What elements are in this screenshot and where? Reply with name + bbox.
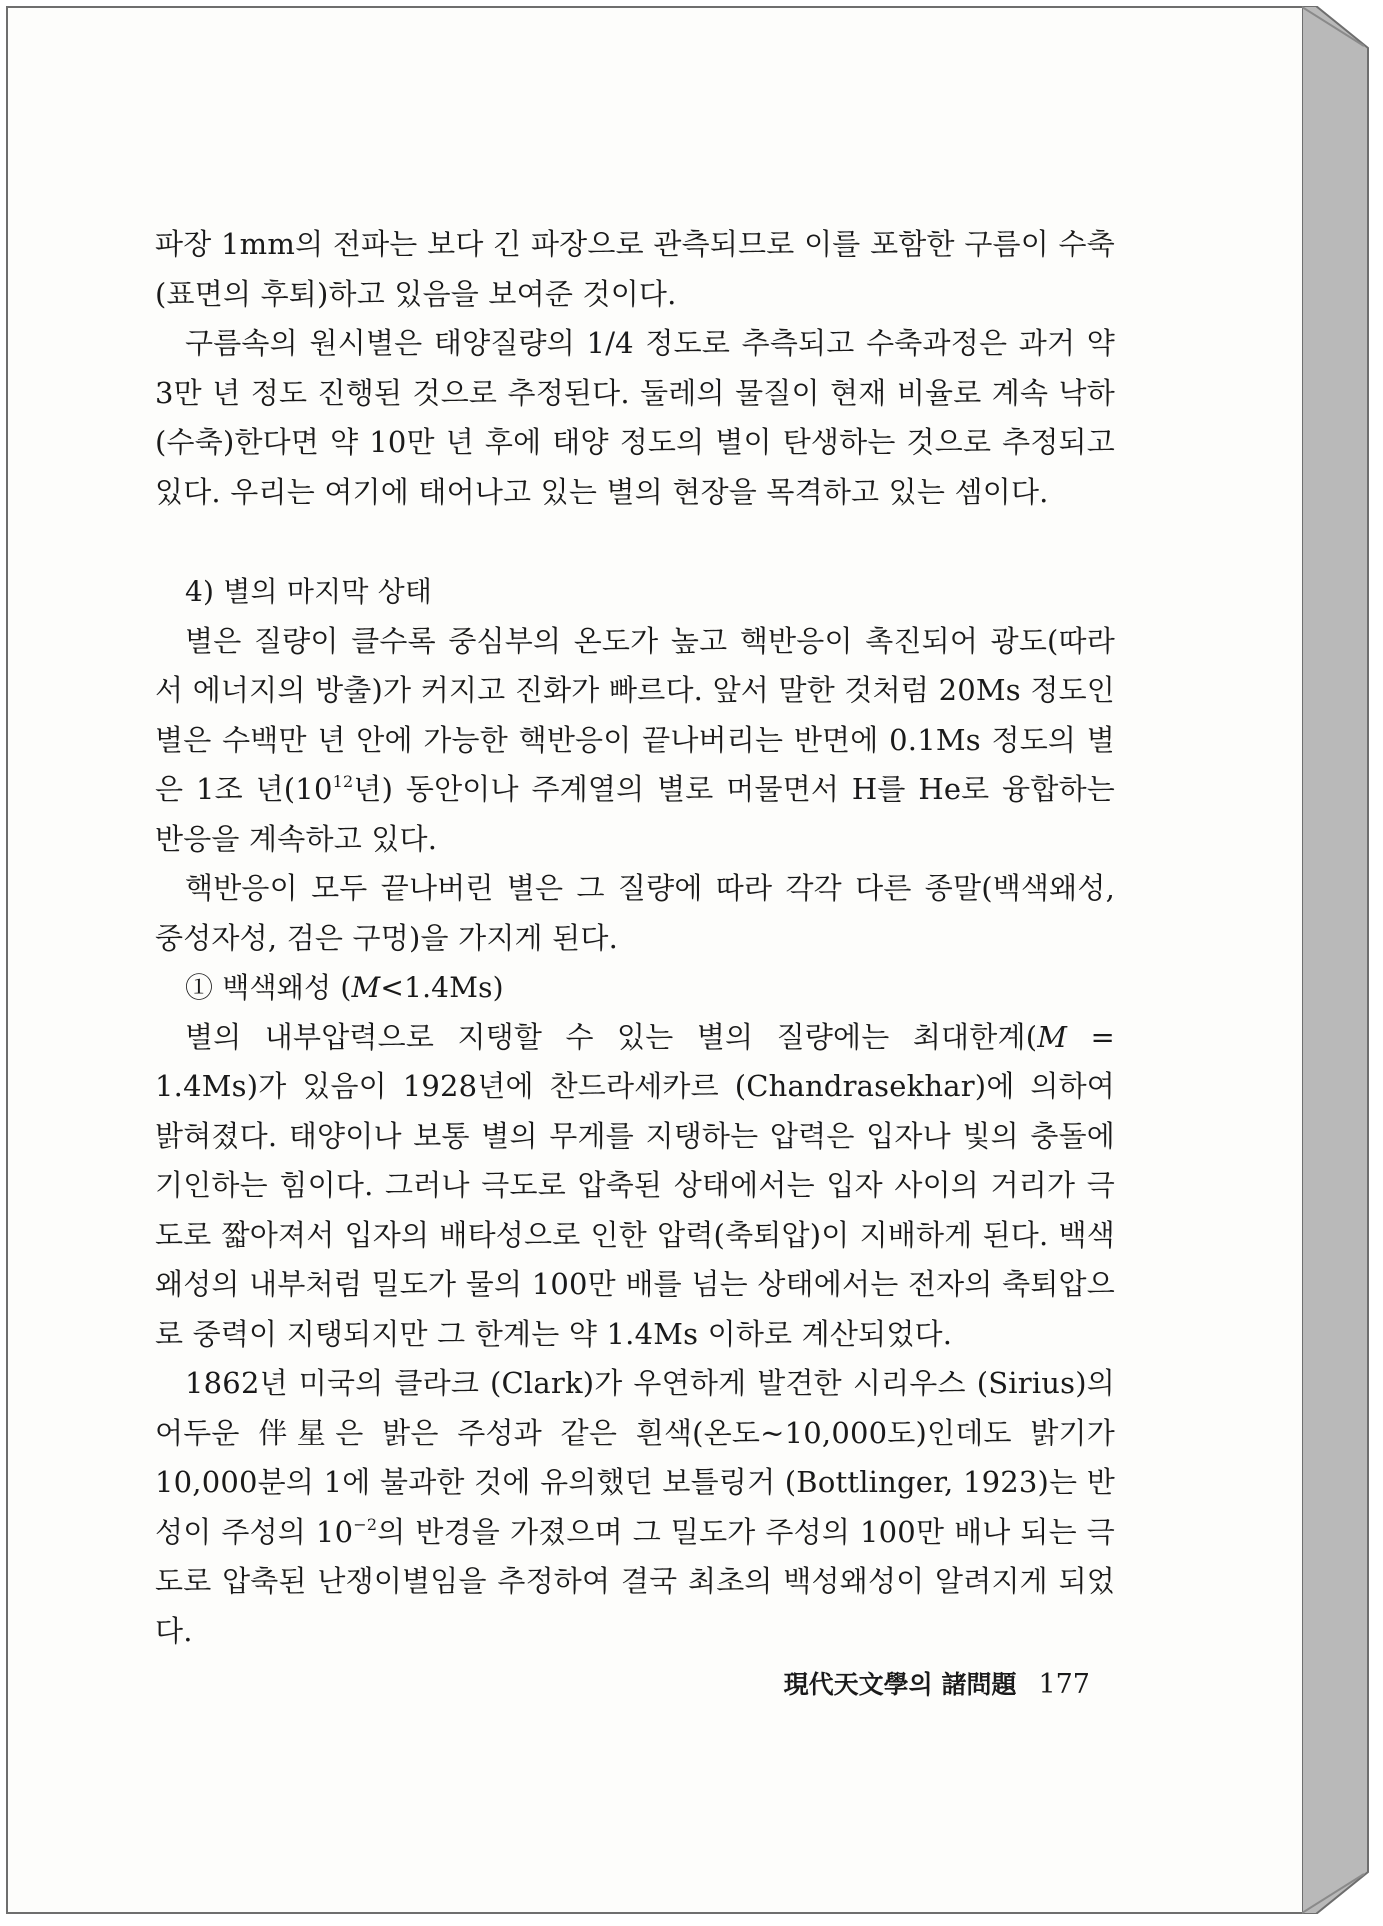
subheading-mass-symbol: M (351, 971, 381, 1004)
paragraph-6-text-b: 의 반경을 가졌으며 그 밀도가 주성의 100만 배나 되는 극도로 압축된 난쟁이별임을 추정하여 결국 최초의 백성왜성이 알려지게 되었다. (155, 1514, 1115, 1648)
subheading-prefix: ① 백색왜성 ( (185, 971, 352, 1004)
paragraph-5-text-b: = 1.4Ms)가 있음이 1928년에 찬드라세카르 (Chandrasekhar)에 의하여 밝혀졌다. 태양이나 보통 별의 무게를 지탱하는 압력은 입자나 빛의 충돌에 기인하는 힘이다. 그러나 극도로 압축된 상태에서는 입자 사이의 거리가 극도로 짧아져서 입자의 배타성으로 인한 압력(축퇴압)이 지배하게 된다. 백색왜성의 내부처럼 밀도가 물의 100만 배를 넘는 상태에서는 전자의 축퇴압으로 중력이 지탱되지만 그 한계는 약 1.4Ms 이하로 계산되었다. (155, 1019, 1115, 1351)
paragraph-3-text-b: 년) 동안이나 주계열의 별로 머물면서 H를 He로 융합하는 반응을 계속하고 있다. (155, 772, 1116, 856)
paragraph-3 (155, 617, 1115, 865)
footer-book-title: 現代天文學의 諸問題 (783, 1670, 1017, 1699)
paragraph-1: 파장 1mm의 전파는 보다 긴 파장으로 관측되므로 이를 포함한 구름이 수축(표면의 후퇴)하고 있음을 보여준 것이다. (155, 227, 1115, 311)
paragraph-3-superscript: 12 (332, 772, 354, 791)
paragraph-5 (155, 1013, 1115, 1360)
paragraph-5-text-a: 별의 내부압력으로 지탱할 수 있는 별의 질량에는 최대한계( (185, 1019, 1038, 1054)
paragraph-3-text-a: 별은 질량이 클수록 중심부의 온도가 높고 핵반응이 촉진되어 광도(따라서 에너지의 방출)가 커지고 진화가 빠르다. 앞서 말한 것처럼 20Ms 정도인 별은 수백만 년 안에 가능한 핵반응이 끝나버리는 반면에 0.1Ms 정도의 별은 1조 년(10 (155, 623, 1115, 806)
subheading-white-dwarf (155, 963, 1115, 1013)
paragraph-5-mass-symbol: M (1037, 1019, 1068, 1054)
paragraph-6 (155, 1359, 1115, 1656)
paragraph-4: 핵반응이 모두 끝나버린 별은 그 질량에 따라 각각 다른 종말(백색왜성, 중성자성, 검은 구멍)을 가지게 된다. (155, 871, 1115, 955)
page-footer (760, 1665, 1090, 1701)
page-thickness-edge (1302, 6, 1374, 1914)
page-number: 177 (1038, 1669, 1090, 1700)
paragraph-6-text-a: 1862년 미국의 클라크 (Clark)가 우연하게 발견한 시리우스 (Sirius)의 어두운 伴星은 밝은 주성과 같은 흰색(온도~10,000도)인데도 밝기가 10,000분의 1에 불과한 것에 유의했던 보틀링거 (Bottlinger, 1923)는 반성이 주성의 10 (155, 1366, 1115, 1549)
subheading-suffix: <1.4Ms) (380, 971, 504, 1004)
section-gap (155, 517, 1115, 567)
body-text (155, 220, 1115, 1656)
paragraph-2: 구름속의 원시별은 태양질량의 1/4 정도로 추측되고 수축과정은 과거 약 3만 년 정도 진행된 것으로 추정된다. 둘레의 물질이 현재 비율로 계속 낙하(수축)한다면 약 10만 년 후에 태양 정도의 별이 탄생하는 것으로 추정되고 있다. 우리는 여기에 태어나고 있는 별의 현장을 목격하고 있는 셈이다. (155, 326, 1115, 509)
section-heading-4: 4) 별의 마지막 상태 (185, 575, 433, 608)
paragraph-6-superscript: −2 (353, 1514, 378, 1534)
